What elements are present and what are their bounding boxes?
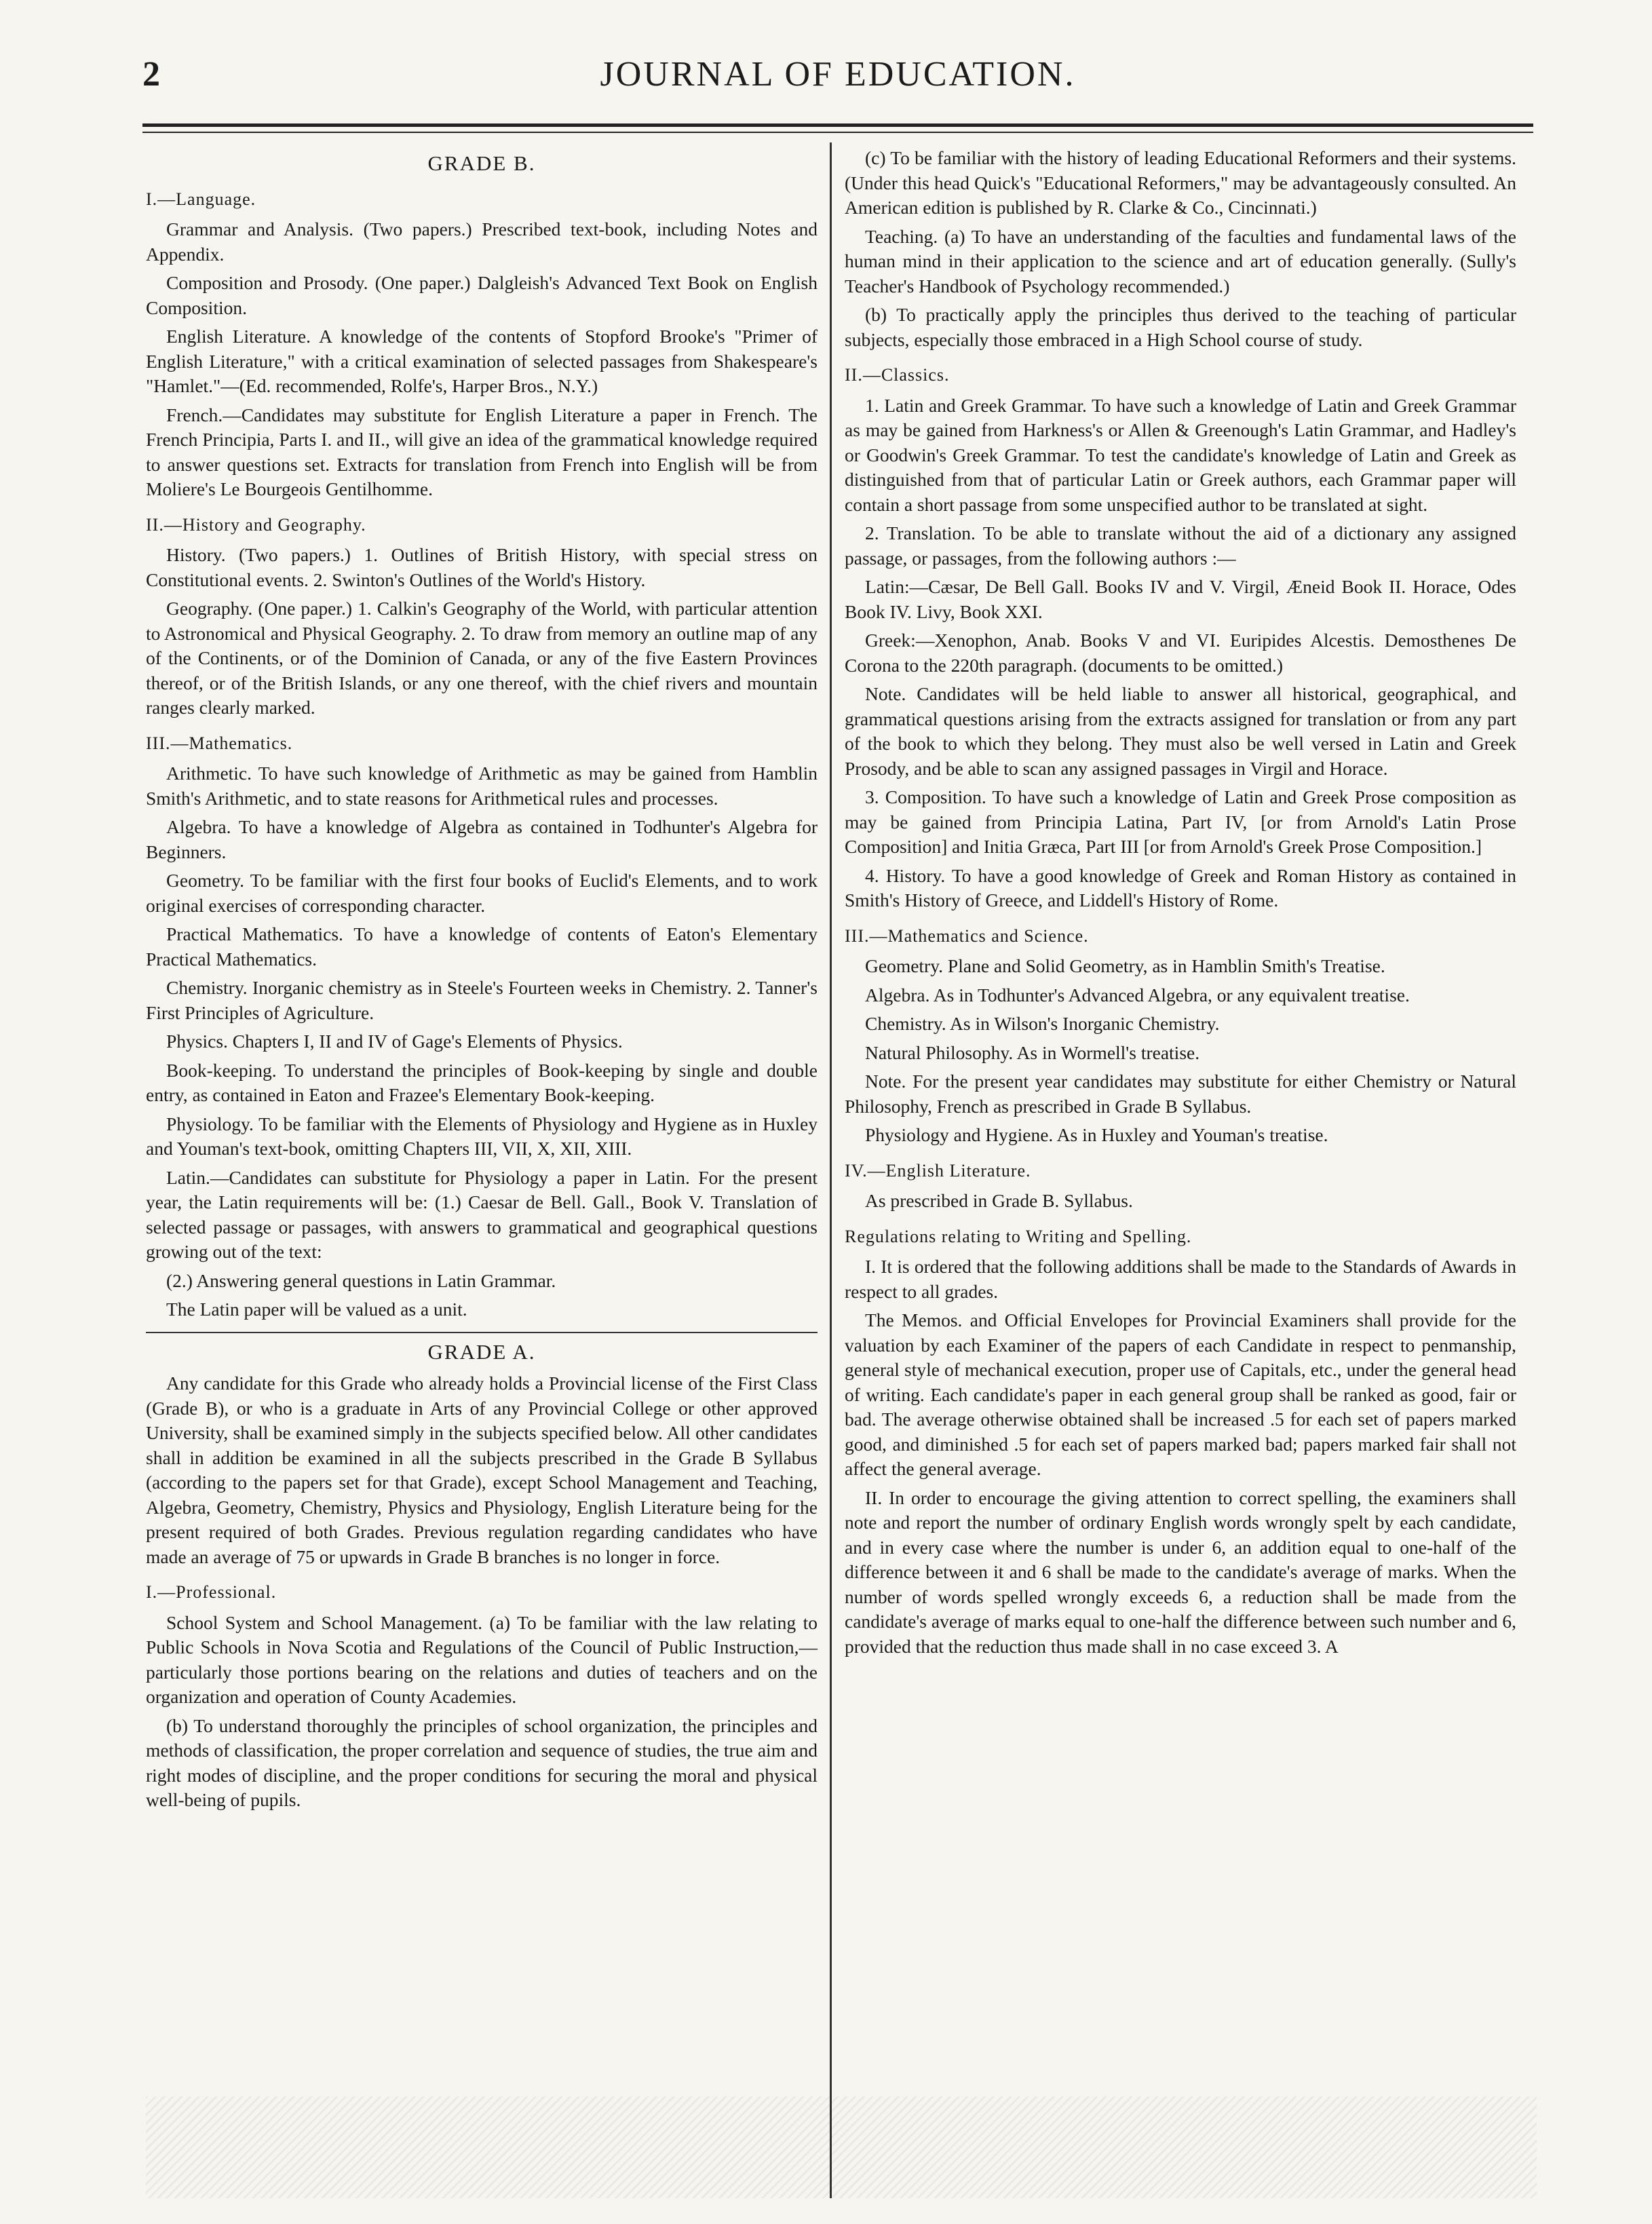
paragraph: 3. Composition. To have such a knowledge of Latin and Greek Prose composition as may be gained from Principia Latina, Part IV, [or from Arnold's Latin Prose Composition] and Initia Græca, Part III [or from Arnold's Greek Prose Composition.] bbox=[845, 786, 1516, 857]
journal-title: JOURNAL OF EDUCATION. bbox=[600, 55, 1076, 94]
paragraph: Teaching. (a) To have an understanding of the faculties and fundamental laws of the human mind in their application to the science and art of education generally. (Sully's Teacher's Handbook of Psychology recommended.) bbox=[845, 225, 1516, 296]
paragraph: Note. Candidates will be held liable to answer all historical, geographical, and grammatical questions arising from the extracts assigned for translation or from any part of the book to which they belong. They must also be well versed in Latin and Greek Prosody, and be able to scan any assigned passages in Virgil and Horace. bbox=[845, 683, 1516, 779]
right-column bbox=[845, 146, 1516, 1663]
paragraph: Grammar and Analysis. (Two papers.) Prescribed text-book, including Notes and Appendix. bbox=[146, 218, 818, 265]
paragraph: Note. For the present year candidates may substitute for either Chemistry or Natural Philosophy, French as prescribed in Grade B Syllabus. bbox=[845, 1071, 1516, 1117]
paragraph: Chemistry. As in Wilson's Inorganic Chemistry. bbox=[865, 1013, 1220, 1034]
paragraph: Natural Philosophy. As in Wormell's treatise. bbox=[865, 1041, 1200, 1063]
paragraph: Physics. Chapters I, II and IV of Gage's Elements of Physics. bbox=[166, 1031, 623, 1052]
paragraph: (b) To practically apply the principles thus derived to the teaching of particular subjects, especially those embraced in a High School course of study. bbox=[845, 304, 1516, 350]
paragraph: Algebra. As in Todhunter's Advanced Algebra, or any equivalent treatise. bbox=[865, 984, 1410, 1005]
paragraph: Geometry. Plane and Solid Geometry, as in Hamblin Smith's Treatise. bbox=[865, 955, 1385, 976]
paragraph: Chemistry. Inorganic chemistry as in Steele's Fourteen weeks in Chemistry. 2. Tanner's First Principles of Agriculture. bbox=[146, 977, 818, 1023]
paragraph: Algebra. To have a knowledge of Algebra as contained in Todhunter's Algebra for Beginners. bbox=[146, 816, 818, 862]
page-header bbox=[142, 47, 1533, 109]
paragraph: Physiology and Hygiene. As in Huxley and Youman's treatise. bbox=[865, 1124, 1328, 1145]
paragraph: The Memos. and Official Envelopes for Provincial Examiners shall provide for the valuation by each Examiner of the papers of each Candidate in respect to penmanship, general style of mechanical execution, proper use of Capitals, etc., under the general head of writing. Each candidate's paper in each general group shall be ranked as good, fair or bad. The average otherwise obtained shall be increased .5 for each set of papers marked good, and diminished .5 for each set of papers marked bad; papers marked fair shall not affect the general average. bbox=[845, 1309, 1516, 1479]
section-heading: III.—Mathematics. bbox=[146, 733, 293, 753]
header-rule-thin bbox=[142, 132, 1533, 133]
paragraph: 1. Latin and Greek Grammar. To have such a knowledge of Latin and Greek Grammar as may be gained from Harkness's or Allen & Greenough's Latin Grammar, and Hadley's or Goodwin's Greek Grammar. To test the candidate's knowledge of Latin and Greek as distinguished from that of particular Latin or Greek authors, each Grammar paper will contain a short passage from some unspecified author to be translated at sight. bbox=[845, 394, 1516, 515]
paragraph: Geography. (One paper.) 1. Calkin's Geography of the World, with particular attention to Astronomical and Physical Geography. 2. To draw from memory an outline map of any of the Continents, or of the Dominion of Canada, or any of the five Eastern Provinces thereof, or of the British Islands, or any one thereof, with the chief rivers and mountain ranges clearly marked. bbox=[146, 598, 818, 718]
paragraph: (b) To understand thoroughly the principles of school organization, the principles and methods of classification, the proper correlation and sequence of studies, the true aim and right modes of discipline, and the proper conditions for securing the moral and physical well-being of pupils. bbox=[146, 1714, 818, 1810]
paragraph: II. In order to encourage the giving attention to correct spelling, the examiners shall note and report the number of ordinary English words wrongly spelt by each candidate, and in every case where the number is under 6, an addition equal to one-half of the difference between it and 6 shall be made to the candidate's average of marks. When the number of words spelled wrongly exceeds 6, a reduction shall be made from the candidate's average of marks equal to one-half the difference between such number and 6, provided that the reduction thus made shall in no case exceed 3. A bbox=[845, 1487, 1516, 1657]
paragraph: Greek:—Xenophon, Anab. Books V and VI. Euripides Alcestis. Demosthenes De Corona to the 220th paragraph. (documents to be omitted.) bbox=[845, 630, 1516, 676]
left-column bbox=[146, 146, 818, 1817]
page-number: 2 bbox=[142, 55, 160, 94]
paragraph: I. It is ordered that the following additions shall be made to the Standards of Awards in respect to all grades. bbox=[845, 1256, 1516, 1302]
paragraph: (2.) Answering general questions in Latin Grammar. bbox=[166, 1269, 556, 1291]
paragraph: English Literature. A knowledge of the contents of Stopford Brooke's "Primer of English Literature," with a critical examination of selected passages from Shakespeare's "Hamlet."—(Ed. recommended, Rolfe's, Harper Bros., N.Y.) bbox=[146, 326, 818, 396]
grade-heading: GRADE B. bbox=[427, 151, 536, 175]
paragraph: 2. Translation. To be able to translate without the aid of a dictionary any assigned passage, or passages, from the following authors :— bbox=[845, 522, 1516, 569]
paragraph: Latin:—Cæsar, De Bell Gall. Books IV and V. Virgil, Æneid Book II. Horace, Odes Book IV. Livy, Book XXI. bbox=[845, 576, 1516, 622]
paragraph: Practical Mathematics. To have a knowledge of contents of Eaton's Elementary Practical Mathematics. bbox=[146, 923, 818, 970]
section-heading: IV.—English Literature. bbox=[845, 1160, 1031, 1181]
section-heading: II.—Classics. bbox=[845, 365, 950, 385]
damaged-bottom-area bbox=[146, 2096, 1537, 2198]
paragraph: The Latin paper will be valued as a unit. bbox=[166, 1299, 467, 1320]
paragraph: Physiology. To be familiar with the Elements of Physiology and Hygiene as in Huxley and Youman's text-book, omitting Chapters III, VII, X, XII, XIII. bbox=[146, 1113, 818, 1159]
paragraph: Arithmetic. To have such knowledge of Arithmetic as may be gained from Hamblin Smith's Arithmetic, and to state reasons for Arithmetical rules and processes. bbox=[146, 763, 818, 809]
section-heading: I.—Language. bbox=[146, 189, 256, 209]
paragraph: Any candidate for this Grade who already holds a Provincial license of the First Class (Grade B), or who is a graduate in Arts of any Provincial College or other approved University, shall be examined simply in the subjects specified below. All other candidates shall in addition be examined in all the subjects prescribed in the Grade B Syllabus (according to the papers set for that Grade), except School Management and Teaching, Algebra, Geometry, Chemistry, Physics and Physiology, English Literature being for the present required of both Grades. Previous regulation regarding candidates who have made an average of 75 or upwards in Grade B branches is no longer in force. bbox=[146, 1373, 818, 1567]
paragraph: (c) To be familiar with the history of leading Educational Reformers and their systems. (Under this head Quick's "Educational Reformers," may be advantageously consulted. An American edition is published by R. Clarke & Co., Cincinnati.) bbox=[845, 147, 1516, 218]
section-heading: III.—Mathematics and Science. bbox=[845, 925, 1089, 946]
section-heading: II.—History and Geography. bbox=[146, 514, 366, 535]
paragraph: As prescribed in Grade B. Syllabus. bbox=[865, 1190, 1133, 1211]
paragraph: 4. History. To have a good knowledge of Greek and Roman History as contained in Smith's History of Greece, and Liddell's History of Rome. bbox=[845, 864, 1516, 910]
grade-heading: GRADE A. bbox=[427, 1339, 536, 1364]
section-heading: Regulations relating to Writing and Spelling. bbox=[845, 1226, 1192, 1246]
paragraph: French.—Candidates may substitute for English Literature a paper in French. The French Principia, Parts I. and II., will give an idea of the grammatical knowledge required to answer questions set. Extracts for translation from French into English will be from Moliere's Le Bourgeois Gentilhomme. bbox=[146, 404, 818, 499]
paragraph: School System and School Management. (a) To be familiar with the law relating to Public Schools in Nova Scotia and Regulations of the Council of Public Instruction,—particularly those portions bearing on the relations and duties of teachers and on the organization and operation of County Academies. bbox=[146, 1611, 818, 1707]
section-rule bbox=[146, 1332, 818, 1333]
section-heading: I.—Professional. bbox=[146, 1582, 277, 1602]
header-rule-thick bbox=[142, 123, 1533, 127]
paragraph: History. (Two papers.) 1. Outlines of British History, with special stress on Constitutional events. 2. Swinton's Outlines of the World's History. bbox=[146, 544, 818, 590]
paragraph: Latin.—Candidates can substitute for Physiology a paper in Latin. For the present year, the Latin requirements will be: (1.) Caesar de Bell. Gall., Book V. Translation of selected passage or passages, with answers to grammatical and geographical questions growing out of the text: bbox=[146, 1166, 818, 1262]
paragraph: Book-keeping. To understand the principles of Book-keeping by single and double entry, as contained in Eaton and Frazee's Elementary Book-keeping. bbox=[146, 1059, 818, 1105]
column-divider bbox=[830, 142, 832, 2198]
paragraph: Geometry. To be familiar with the first four books of Euclid's Elements, and to work original exercises of corresponding character. bbox=[146, 870, 818, 916]
paragraph: Composition and Prosody. (One paper.) Dalgleish's Advanced Text Book on English Composition. bbox=[146, 272, 818, 318]
